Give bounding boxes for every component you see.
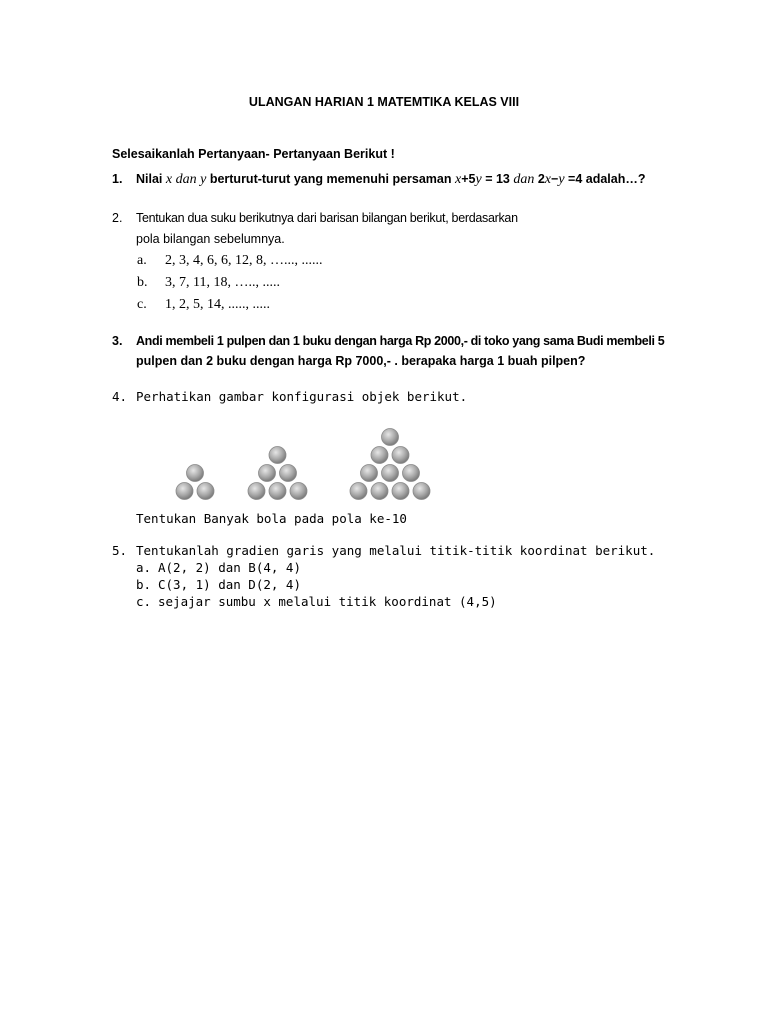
ball-pattern-1 xyxy=(176,465,214,500)
ball xyxy=(371,483,388,500)
ball xyxy=(269,483,286,500)
item-label: c. xyxy=(136,594,152,609)
ball xyxy=(197,483,214,500)
math-operator: − xyxy=(551,172,559,186)
item-text: A(2, 2) dan B(4, 4) xyxy=(158,560,301,575)
math-conjunction: dan xyxy=(513,172,535,187)
question-text-part: Nilai xyxy=(136,172,163,186)
math-value: =4 adalah…? xyxy=(568,172,646,186)
page-title: ULANGAN HARIAN 1 MATEMTIKA KELAS VIII xyxy=(248,95,520,109)
ball xyxy=(382,429,399,446)
question-text-line-2: pulpen dan 2 buku dengan harga Rp 7000,- . berapaka harga 1 buah pilpen? xyxy=(136,354,586,368)
ball xyxy=(361,465,378,482)
ball xyxy=(413,483,430,500)
ball-pattern-3 xyxy=(350,429,430,500)
ball xyxy=(280,465,297,482)
ball xyxy=(392,483,409,500)
question-number: 5. xyxy=(112,543,128,558)
question-text-line-1: Tentukan dua suku berikutnya dari barisan bilangan berikut, berdasarkan xyxy=(136,211,518,225)
item-label: b. xyxy=(137,275,148,290)
ball xyxy=(259,465,276,482)
math-variables: x dan y xyxy=(165,172,207,187)
ball xyxy=(382,465,399,482)
math-variable: x xyxy=(455,172,462,187)
ball xyxy=(290,483,307,500)
ball xyxy=(350,483,367,500)
instruction-heading: Selesaikanlah Pertanyaan- Pertanyaan Berikut ! xyxy=(112,147,395,161)
question-number: 4. xyxy=(112,389,128,404)
item-label: c. xyxy=(137,297,147,312)
math-variable: x xyxy=(544,172,552,187)
question-text xyxy=(136,172,646,188)
item-label: b. xyxy=(136,577,152,592)
item-label: a. xyxy=(136,560,152,575)
question-text-part: berturut-turut yang memenuhi persaman xyxy=(209,172,452,186)
math-variable: y xyxy=(475,172,482,187)
question-text: Tentukan Banyak bola pada pola ke-10 xyxy=(136,511,407,526)
math-value: = 13 xyxy=(485,172,510,186)
ball xyxy=(187,465,204,482)
question-text: Tentukanlah gradien garis yang melalui titik-titik koordinat berikut. xyxy=(136,543,656,558)
item-text: C(3, 1) dan D(2, 4) xyxy=(158,577,301,592)
math-operator: +5 xyxy=(461,172,476,186)
ball xyxy=(248,483,265,500)
item-text: 3, 7, 11, 18, ….., ..... xyxy=(165,275,280,290)
ball xyxy=(392,447,409,464)
question-number: 2. xyxy=(112,211,123,225)
question-text-line-2: pola bilangan sebelumnya. xyxy=(136,232,285,246)
item-label: a. xyxy=(137,253,147,268)
item-text: sejajar sumbu x melalui titik koordinat (4,5) xyxy=(158,594,497,609)
math-variable: y xyxy=(558,172,565,187)
item-text: 1, 2, 5, 14, ....., ..... xyxy=(165,297,270,312)
question-text-line-1: Andi membeli 1 pulpen dan 1 buku dengan harga Rp 2000,- di toko yang sama Budi membeli 5 xyxy=(136,334,665,348)
ball xyxy=(269,447,286,464)
ball xyxy=(176,483,193,500)
math-coefficient: 2 xyxy=(537,172,545,186)
ball xyxy=(371,447,388,464)
ball-pattern-figure xyxy=(170,420,440,505)
question-number: 1. xyxy=(112,172,123,186)
question-text: Perhatikan gambar konfigurasi objek berikut. xyxy=(136,389,468,404)
ball xyxy=(403,465,420,482)
ball-pattern-2 xyxy=(248,447,307,500)
item-text: 2, 3, 4, 6, 6, 12, 8, …..., ...... xyxy=(165,253,323,268)
question-number: 3. xyxy=(112,334,123,348)
